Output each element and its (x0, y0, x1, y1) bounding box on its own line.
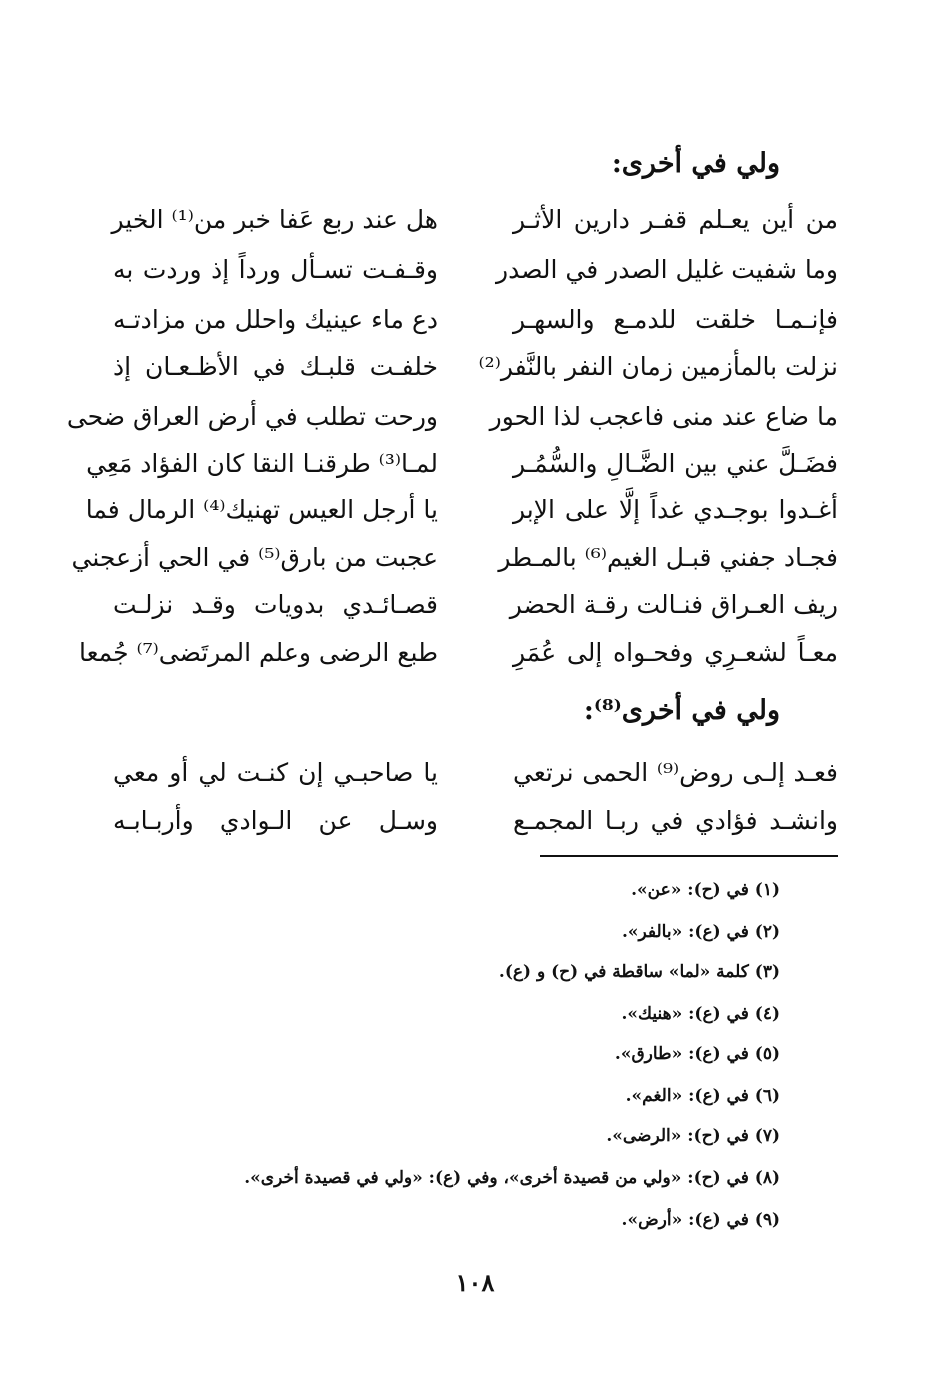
footnote: (٩) في (ع): «أرض». (621, 1210, 780, 1230)
footnote: (٢) في (ع): «بالفر». (621, 922, 780, 942)
footnote: (٨) في (ح): «ولي من قصيدة أخرى»، وفي (ع): «ولي في قصيدة أخرى». (244, 1168, 780, 1188)
verse-first-half: طبع الرضى وعلم المرتَضى⁽⁷⁾ جُمعا (78, 638, 438, 667)
verse-second-half: نزلت بالمأزمين زمان النفر بالنَّفر⁽²⁾ (478, 352, 838, 381)
page-number: ١٠٨ (455, 1268, 495, 1297)
footnote: (٣) كلمة «لما» ساقطة في (ح) و (ع). (498, 962, 780, 982)
verse-first-half: لمـا⁽³⁾ طرقنـا النقا كان الفؤاد مَعِي (86, 449, 438, 478)
footnote: (١) في (ح): «عن». (631, 880, 780, 900)
verse-first-half: وقـفـت تسـأل ورداً إذ وردت به (113, 255, 438, 284)
footnote-separator (540, 855, 838, 857)
verse-second-half: ما ضاع عند منى فاعجب لذا الحور (489, 402, 838, 431)
verse-first-half: ورحت تطلب في أرض العراق ضحى (66, 402, 438, 431)
verse-second-half: ريف العـراق فنـالت رقـة الحضر (509, 590, 838, 619)
footnote: (٥) في (ع): «طارق». (614, 1044, 780, 1064)
verse-first-half: عجبت من بارق⁽⁵⁾ في الحي أزعجني (71, 543, 438, 572)
verse-second-half: فضَـلَّ عني بين الضَّـالِ والسُّمُـر (513, 449, 838, 478)
verse-second-half: أغـدوا بوجـدي غداً إلَّا على الإبر (513, 495, 838, 524)
verse-first-half: خلفـت قلبـك في الأظـعـان إذ (113, 352, 438, 381)
footnote: (٤) في (ع): «هنيك». (621, 1004, 780, 1024)
verse-first-half: هل عند ربع عَفا خبر من⁽¹⁾ الخير (111, 205, 438, 234)
verse-second-half: فجـاد جفني قبـل الغيم⁽⁶⁾ بالمـطر (498, 543, 838, 572)
verse-second-half: فعـد إلـى روض⁽⁹⁾ الحمى نرتعي (513, 758, 838, 787)
poem-heading: ولي في أخرى⁽⁸⁾: (583, 695, 780, 726)
poem-heading: ولي في أخرى: (611, 148, 780, 179)
verse-second-half: فإنـمـا خلقت للدمـع والسهـر (513, 305, 838, 334)
verse-first-half: قصـائـدي بدويات وقـد نزلـت (113, 590, 438, 619)
verse-second-half: معـاً لشعـرِي وفحـواه إلى عُمَرِ (513, 638, 838, 667)
footnote: (٦) في (ع): «الغم». (625, 1086, 780, 1106)
verse-first-half: يا صاحبـي إن كنـت لي أو معي (113, 758, 438, 787)
verse-second-half: من أين يعـلم قفـر دارين الأثـر (513, 205, 838, 234)
footnote: (٧) في (ح): «الرضى». (606, 1126, 780, 1146)
verse-second-half: وما شفيت غليل الصدر في الصدر (496, 255, 838, 284)
verse-first-half: دع ماء عينيك واحلل من مزادتـه (113, 305, 438, 334)
verse-first-half: وسـل عن الـوادي وأربـابـه (113, 806, 438, 835)
verse-second-half: وانشـد فؤادي في ربـا المجمـع (513, 806, 838, 835)
verse-first-half: يا أرجل العيس تهنيك⁽⁴⁾ الرمال فما (85, 495, 438, 524)
